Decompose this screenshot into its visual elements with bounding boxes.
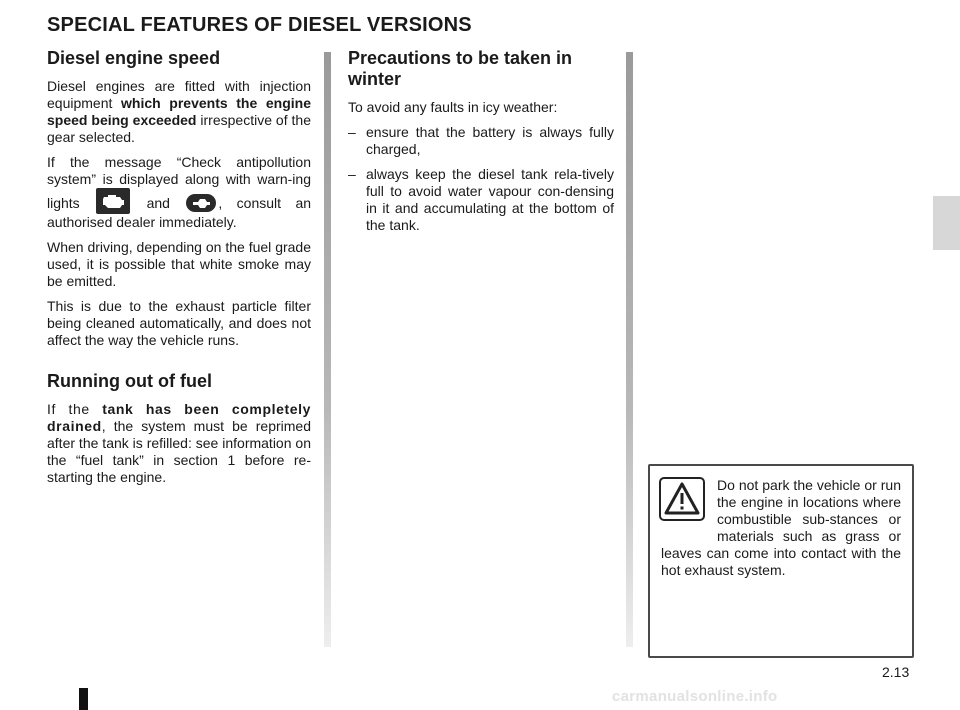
page-number: 2.13 <box>882 664 910 680</box>
out-of-fuel-heading: Running out of fuel <box>47 371 212 391</box>
out-of-fuel-text-a: If the <box>47 401 103 417</box>
list-item <box>348 166 614 234</box>
engine-speed-text-b: irrespective of the gear selected. <box>47 112 311 145</box>
engine-speed-text-a: Diesel engines are fitted with injection equipment <box>47 78 311 111</box>
out-of-fuel-text-b: , the system must be reprimed after the tank is refilled: see information on the “fuel tank” in section 1 before re-starting the engine. <box>47 418 311 485</box>
list-item-text: always keep the diesel tank rela-tively full to avoid water vapour con-densing in it and accumulating at the bottom of the tank. <box>366 166 614 233</box>
out-of-fuel-paragraph <box>47 401 311 486</box>
footer-marker <box>79 688 88 710</box>
warning-box <box>648 464 914 658</box>
page-title: SPECIAL FEATURES OF DIESEL VERSIONS <box>47 14 472 36</box>
engine-speed-text-bold: which prevents the engine speed being exceeded <box>47 95 311 128</box>
list-item <box>348 124 614 158</box>
column-divider-2 <box>626 52 633 647</box>
white-smoke-paragraph: When driving, depending on the fuel grade used, it is possible that white smoke may be emitted. <box>47 239 311 289</box>
list-item-text: ensure that the battery is always fully charged, <box>366 124 614 157</box>
antipollution-text-b: , consult an authorised dealer immediately. <box>47 195 312 230</box>
warning-text-block <box>661 477 901 579</box>
watermark: carmanualsonline.info <box>612 688 778 705</box>
antipollution-and: and <box>146 195 170 211</box>
engine-speed-heading: Diesel engine speed <box>47 48 221 68</box>
antipollution-text-a: If the message “Check antipollution system” is displayed along with warn-ing lights <box>47 154 311 211</box>
section-tab <box>933 196 960 250</box>
engine-speed-paragraph <box>47 78 311 146</box>
out-of-fuel-text-bold: tank has been completely drained <box>47 401 311 434</box>
particle-filter-paragraph: This is due to the exhaust particle filter being cleaned automatically, and does not affect the way the vehicle runs. <box>47 298 311 348</box>
antipollution-warning-icon <box>186 194 216 212</box>
antipollution-paragraph <box>47 154 311 231</box>
list-dash: – <box>348 124 356 140</box>
winter-heading: Precautions to be taken in winter <box>348 48 573 89</box>
winter-intro: To avoid any faults in icy weather: <box>348 99 558 115</box>
left-column <box>47 48 311 494</box>
engine-warning-icon <box>96 188 130 214</box>
warning-text: Do not park the vehicle or run the engine in locations where combustible sub-stances or materials such as grass or leaves can come into contact with the hot exhaust system. <box>661 477 901 578</box>
middle-column <box>348 48 614 242</box>
column-divider-1 <box>324 52 331 647</box>
list-dash: – <box>348 166 356 182</box>
